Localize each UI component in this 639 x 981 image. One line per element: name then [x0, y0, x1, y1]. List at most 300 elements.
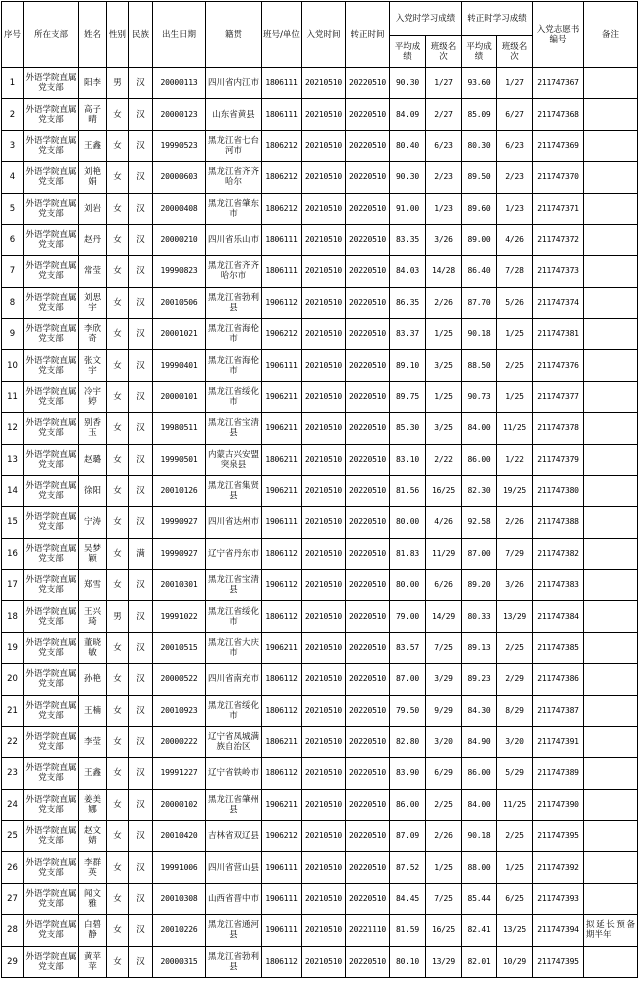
cell-class-unit: 1806112: [262, 946, 302, 977]
cell-remarks: [584, 193, 638, 224]
cell-formal-date: 20220510: [346, 852, 390, 883]
party-member-table: [1, 1, 638, 978]
cell-formal-avg-score: 84.90: [462, 726, 497, 757]
cell-branch: 外语学院直属党支部: [24, 319, 79, 350]
cell-name: 赵璐: [79, 444, 107, 475]
cell-formal-avg-score: 85.44: [462, 883, 497, 914]
cell-formal-class-rank: 4/26: [497, 224, 533, 255]
cell-formal-avg-score: 90.18: [462, 319, 497, 350]
cell-formal-date: 20220510: [346, 758, 390, 789]
cell-remarks: [584, 821, 638, 852]
cell-name: 黄苹苹: [79, 946, 107, 977]
cell-branch: 外语学院直属党支部: [24, 475, 79, 506]
table-row: [2, 695, 638, 726]
cell-branch: 外语学院直属党支部: [24, 632, 79, 663]
cell-branch: 外语学院直属党支部: [24, 507, 79, 538]
cell-join-date: 20210510: [302, 570, 346, 601]
cell-gender: 女: [107, 789, 129, 820]
cell-name: 吴梦颖: [79, 538, 107, 569]
cell-formal-avg-score: 80.33: [462, 601, 497, 632]
table-row: [2, 350, 638, 381]
cell-formal-avg-score: 89.00: [462, 224, 497, 255]
cell-branch: 外语学院直属党支部: [24, 695, 79, 726]
cell-join-avg-score: 82.80: [390, 726, 426, 757]
cell-class-unit: 1806111: [262, 68, 302, 99]
cell-join-date: 20210510: [302, 256, 346, 287]
cell-gender: 男: [107, 68, 129, 99]
table-row: [2, 946, 638, 977]
table-row: [2, 852, 638, 883]
cell-seq: 23: [2, 758, 24, 789]
cell-formal-class-rank: 2/23: [497, 162, 533, 193]
cell-ethnicity: 汉: [129, 475, 153, 506]
cell-join-date: 20210510: [302, 852, 346, 883]
cell-formal-date: 20220510: [346, 193, 390, 224]
cell-remarks: [584, 664, 638, 695]
cell-gender: 女: [107, 287, 129, 318]
cell-join-avg-score: 89.75: [390, 381, 426, 412]
cell-origin: 黑龙江省海伦市: [206, 319, 262, 350]
cell-join-avg-score: 83.90: [390, 758, 426, 789]
cell-branch: 外语学院直属党支部: [24, 789, 79, 820]
cell-origin: 黑龙江省集贤县: [206, 475, 262, 506]
cell-application-no: 211747385: [533, 632, 584, 663]
cell-name: 董晓敏: [79, 632, 107, 663]
cell-application-no: 211747369: [533, 130, 584, 161]
cell-class-unit: 1806212: [262, 162, 302, 193]
cell-origin: 黑龙江省肇州县: [206, 789, 262, 820]
cell-join-class-rank: 14/28: [426, 256, 462, 287]
cell-origin: 四川省乐山市: [206, 224, 262, 255]
cell-origin: 四川省内江市: [206, 68, 262, 99]
cell-gender: 女: [107, 632, 129, 663]
cell-join-avg-score: 80.00: [390, 507, 426, 538]
cell-birth-date: 20010506: [153, 287, 206, 318]
cell-application-no: 211747393: [533, 883, 584, 914]
cell-ethnicity: 汉: [129, 256, 153, 287]
cell-gender: 女: [107, 444, 129, 475]
cell-formal-class-rank: 6/25: [497, 883, 533, 914]
cell-seq: 5: [2, 193, 24, 224]
cell-gender: 女: [107, 507, 129, 538]
table-row: [2, 130, 638, 161]
cell-class-unit: 1906111: [262, 852, 302, 883]
cell-birth-date: 20000222: [153, 726, 206, 757]
cell-join-avg-score: 84.03: [390, 256, 426, 287]
cell-ethnicity: 汉: [129, 130, 153, 161]
cell-application-no: 211747374: [533, 287, 584, 318]
cell-remarks: [584, 287, 638, 318]
cell-application-no: 211747378: [533, 413, 584, 444]
cell-join-class-rank: 6/26: [426, 570, 462, 601]
cell-name: 徐阳: [79, 475, 107, 506]
cell-join-date: 20210510: [302, 444, 346, 475]
cell-birth-date: 20001021: [153, 319, 206, 350]
cell-application-no: 211747377: [533, 381, 584, 412]
cell-gender: 男: [107, 601, 129, 632]
cell-formal-date: 20220510: [346, 350, 390, 381]
cell-branch: 外语学院直属党支部: [24, 852, 79, 883]
cell-join-date: 20210510: [302, 726, 346, 757]
cell-remarks: [584, 758, 638, 789]
cell-join-avg-score: 85.30: [390, 413, 426, 444]
cell-branch: 外语学院直属党支部: [24, 758, 79, 789]
cell-class-unit: 1906112: [262, 570, 302, 601]
cell-ethnicity: 汉: [129, 381, 153, 412]
cell-join-date: 20210510: [302, 99, 346, 130]
cell-formal-avg-score: 86.40: [462, 256, 497, 287]
cell-class-unit: 1906211: [262, 632, 302, 663]
cell-application-no: 211747371: [533, 193, 584, 224]
cell-formal-avg-score: 88.50: [462, 350, 497, 381]
cell-join-class-rank: 2/26: [426, 821, 462, 852]
cell-class-unit: 1906211: [262, 413, 302, 444]
table-row: [2, 664, 638, 695]
cell-seq: 15: [2, 507, 24, 538]
cell-origin: 四川省达州市: [206, 507, 262, 538]
cell-formal-date: 20220510: [346, 224, 390, 255]
cell-formal-class-rank: 10/29: [497, 946, 533, 977]
cell-remarks: [584, 256, 638, 287]
cell-remarks: [584, 413, 638, 444]
cell-gender: 女: [107, 130, 129, 161]
cell-branch: 外语学院直属党支部: [24, 883, 79, 914]
cell-join-date: 20210510: [302, 224, 346, 255]
cell-formal-date: 20220510: [346, 444, 390, 475]
cell-origin: 四川省营山县: [206, 852, 262, 883]
cell-remarks: [584, 507, 638, 538]
table-row: [2, 193, 638, 224]
cell-branch: 外语学院直属党支部: [24, 538, 79, 569]
cell-remarks: [584, 570, 638, 601]
cell-formal-avg-score: 89.60: [462, 193, 497, 224]
cell-class-unit: 1806211: [262, 726, 302, 757]
cell-join-avg-score: 84.09: [390, 99, 426, 130]
cell-formal-avg-score: 84.30: [462, 695, 497, 726]
cell-application-no: 211747389: [533, 758, 584, 789]
cell-join-class-rank: 16/25: [426, 915, 462, 946]
cell-name: 王兴琦: [79, 601, 107, 632]
cell-origin: 黑龙江省绥化市: [206, 381, 262, 412]
header-remarks: 备注: [584, 2, 638, 68]
cell-seq: 2: [2, 99, 24, 130]
table-row: [2, 475, 638, 506]
cell-formal-class-rank: 6/27: [497, 99, 533, 130]
cell-gender: 女: [107, 381, 129, 412]
cell-branch: 外语学院直属党支部: [24, 162, 79, 193]
cell-birth-date: 19990823: [153, 256, 206, 287]
cell-formal-avg-score: 90.73: [462, 381, 497, 412]
cell-join-avg-score: 91.00: [390, 193, 426, 224]
cell-origin: 黑龙江省大庆市: [206, 632, 262, 663]
cell-formal-date: 20220510: [346, 162, 390, 193]
cell-application-no: 211747370: [533, 162, 584, 193]
cell-application-no: 211747384: [533, 601, 584, 632]
cell-gender: 女: [107, 695, 129, 726]
cell-birth-date: 20000113: [153, 68, 206, 99]
cell-join-avg-score: 84.45: [390, 883, 426, 914]
cell-gender: 女: [107, 99, 129, 130]
cell-join-avg-score: 86.35: [390, 287, 426, 318]
cell-application-no: 211747386: [533, 664, 584, 695]
cell-remarks: [584, 444, 638, 475]
cell-application-no: 211747376: [533, 350, 584, 381]
cell-gender: 女: [107, 162, 129, 193]
cell-birth-date: 20000315: [153, 946, 206, 977]
cell-branch: 外语学院直属党支部: [24, 413, 79, 444]
cell-application-no: 211747387: [533, 695, 584, 726]
cell-join-avg-score: 87.00: [390, 664, 426, 695]
cell-join-date: 20210510: [302, 413, 346, 444]
cell-origin: 黑龙江省宝清县: [206, 570, 262, 601]
cell-class-unit: 1906111: [262, 883, 302, 914]
cell-seq: 22: [2, 726, 24, 757]
cell-join-date: 20210510: [302, 789, 346, 820]
cell-birth-date: 20010301: [153, 570, 206, 601]
cell-remarks: [584, 68, 638, 99]
cell-join-class-rank: 3/26: [426, 224, 462, 255]
cell-gender: 女: [107, 193, 129, 224]
cell-join-class-rank: 7/25: [426, 632, 462, 663]
cell-branch: 外语学院直属党支部: [24, 570, 79, 601]
cell-class-unit: 1806212: [262, 130, 302, 161]
cell-join-date: 20210510: [302, 68, 346, 99]
cell-class-unit: 1806212: [262, 193, 302, 224]
cell-join-class-rank: 2/25: [426, 789, 462, 820]
cell-origin: 黑龙江省通河县: [206, 915, 262, 946]
cell-birth-date: 19990927: [153, 507, 206, 538]
cell-origin: 黑龙江省齐齐哈尔市: [206, 256, 262, 287]
cell-gender: 女: [107, 821, 129, 852]
cell-formal-class-rank: 7/28: [497, 256, 533, 287]
party-member-table-wrapper: [1, 1, 638, 978]
cell-formal-date: 20220510: [346, 287, 390, 318]
cell-seq: 27: [2, 883, 24, 914]
table-row: [2, 444, 638, 475]
cell-formal-date: 20220510: [346, 413, 390, 444]
cell-class-unit: 1806111: [262, 99, 302, 130]
cell-name: 冷宇婷: [79, 381, 107, 412]
cell-branch: 外语学院直属党支部: [24, 224, 79, 255]
cell-class-unit: 1806112: [262, 758, 302, 789]
cell-branch: 外语学院直属党支部: [24, 601, 79, 632]
cell-origin: 山东省黄县: [206, 99, 262, 130]
cell-remarks: [584, 381, 638, 412]
cell-join-class-rank: 14/29: [426, 601, 462, 632]
cell-remarks: [584, 130, 638, 161]
cell-ethnicity: 汉: [129, 224, 153, 255]
header-formal-avg-score: 平均成绩: [462, 36, 497, 68]
cell-join-date: 20210510: [302, 664, 346, 695]
cell-gender: 女: [107, 852, 129, 883]
cell-remarks: [584, 726, 638, 757]
cell-join-class-rank: 1/25: [426, 852, 462, 883]
table-row: [2, 319, 638, 350]
cell-branch: 外语学院直属党支部: [24, 193, 79, 224]
cell-join-date: 20210510: [302, 601, 346, 632]
cell-formal-avg-score: 87.70: [462, 287, 497, 318]
cell-remarks: [584, 162, 638, 193]
cell-ethnicity: 汉: [129, 162, 153, 193]
cell-formal-class-rank: 3/26: [497, 570, 533, 601]
table-row: [2, 99, 638, 130]
cell-ethnicity: 汉: [129, 287, 153, 318]
table-row: [2, 224, 638, 255]
cell-formal-date: 20220510: [346, 570, 390, 601]
cell-gender: 女: [107, 883, 129, 914]
cell-ethnicity: 汉: [129, 821, 153, 852]
cell-formal-date: 20220510: [346, 632, 390, 663]
cell-application-no: 211747382: [533, 538, 584, 569]
cell-formal-class-rank: 1/25: [497, 381, 533, 412]
cell-formal-date: 20220510: [346, 256, 390, 287]
cell-origin: 黑龙江省勃利县: [206, 287, 262, 318]
cell-formal-avg-score: 88.00: [462, 852, 497, 883]
cell-formal-class-rank: 3/20: [497, 726, 533, 757]
cell-join-date: 20210510: [302, 821, 346, 852]
cell-name: 刘艳娟: [79, 162, 107, 193]
cell-join-class-rank: 1/27: [426, 68, 462, 99]
cell-birth-date: 20010226: [153, 915, 206, 946]
cell-join-avg-score: 80.40: [390, 130, 426, 161]
cell-seq: 8: [2, 287, 24, 318]
cell-birth-date: 19991227: [153, 758, 206, 789]
cell-name: 刘思宇: [79, 287, 107, 318]
table-row: [2, 413, 638, 444]
cell-formal-class-rank: 1/25: [497, 319, 533, 350]
cell-ethnicity: 汉: [129, 319, 153, 350]
cell-name: 王楠: [79, 695, 107, 726]
table-row: [2, 570, 638, 601]
cell-join-date: 20210510: [302, 695, 346, 726]
table-row: [2, 68, 638, 99]
cell-seq: 3: [2, 130, 24, 161]
cell-birth-date: 19980511: [153, 413, 206, 444]
cell-name: 姜美娜: [79, 789, 107, 820]
cell-formal-class-rank: 11/25: [497, 789, 533, 820]
cell-formal-avg-score: 89.50: [462, 162, 497, 193]
cell-ethnicity: 汉: [129, 99, 153, 130]
cell-formal-class-rank: 1/23: [497, 193, 533, 224]
cell-origin: 辽宁省铁岭市: [206, 758, 262, 789]
cell-name: 李欣奇: [79, 319, 107, 350]
cell-application-no: 211747373: [533, 256, 584, 287]
cell-seq: 28: [2, 915, 24, 946]
cell-join-date: 20210510: [302, 381, 346, 412]
cell-join-class-rank: 11/29: [426, 538, 462, 569]
cell-class-unit: 1806112: [262, 695, 302, 726]
cell-class-unit: 1906211: [262, 789, 302, 820]
cell-name: 王鑫: [79, 758, 107, 789]
cell-gender: 女: [107, 915, 129, 946]
cell-formal-class-rank: 2/25: [497, 350, 533, 381]
table-row: [2, 758, 638, 789]
cell-birth-date: 19990501: [153, 444, 206, 475]
cell-name: 阳李: [79, 68, 107, 99]
cell-join-avg-score: 89.10: [390, 350, 426, 381]
cell-gender: 女: [107, 726, 129, 757]
cell-origin: 黑龙江省勃利县: [206, 946, 262, 977]
cell-class-unit: 1906111: [262, 507, 302, 538]
cell-origin: 黑龙江省海伦市: [206, 350, 262, 381]
cell-seq: 11: [2, 381, 24, 412]
table-row: [2, 821, 638, 852]
header-origin: 籍贯: [206, 2, 262, 68]
cell-birth-date: 20010126: [153, 475, 206, 506]
cell-formal-class-rank: 1/22: [497, 444, 533, 475]
table-row: [2, 789, 638, 820]
cell-name: 赵文婧: [79, 821, 107, 852]
cell-formal-avg-score: 89.20: [462, 570, 497, 601]
cell-birth-date: 20010420: [153, 821, 206, 852]
cell-class-unit: 1906212: [262, 821, 302, 852]
cell-join-class-rank: 6/23: [426, 130, 462, 161]
cell-formal-avg-score: 84.00: [462, 413, 497, 444]
cell-join-class-rank: 3/20: [426, 726, 462, 757]
cell-formal-avg-score: 87.00: [462, 538, 497, 569]
cell-formal-avg-score: 92.58: [462, 507, 497, 538]
cell-join-class-rank: 2/26: [426, 287, 462, 318]
cell-formal-avg-score: 82.01: [462, 946, 497, 977]
table-row: [2, 726, 638, 757]
cell-origin: 吉林省双辽县: [206, 821, 262, 852]
cell-join-class-rank: 9/29: [426, 695, 462, 726]
cell-application-no: 211747392: [533, 852, 584, 883]
cell-application-no: 211747379: [533, 444, 584, 475]
cell-gender: 女: [107, 538, 129, 569]
cell-join-class-rank: 1/25: [426, 319, 462, 350]
cell-seq: 1: [2, 68, 24, 99]
cell-join-class-rank: 4/26: [426, 507, 462, 538]
cell-branch: 外语学院直属党支部: [24, 726, 79, 757]
cell-remarks: [584, 350, 638, 381]
header-class-unit: 班号/单位: [262, 2, 302, 68]
table-body: [2, 68, 638, 978]
cell-seq: 9: [2, 319, 24, 350]
header-join-date: 入党时间: [302, 2, 346, 68]
cell-join-date: 20210510: [302, 162, 346, 193]
table-row: [2, 162, 638, 193]
cell-join-avg-score: 87.52: [390, 852, 426, 883]
cell-join-date: 20210510: [302, 130, 346, 161]
cell-birth-date: 19990523: [153, 130, 206, 161]
cell-name: 孙艳: [79, 664, 107, 695]
cell-birth-date: 20000210: [153, 224, 206, 255]
cell-name: 郑雪: [79, 570, 107, 601]
cell-name: 李莹: [79, 726, 107, 757]
cell-ethnicity: 汉: [129, 726, 153, 757]
cell-origin: 四川省南充市: [206, 664, 262, 695]
cell-formal-class-rank: 19/25: [497, 475, 533, 506]
cell-ethnicity: 汉: [129, 915, 153, 946]
cell-branch: 外语学院直属党支部: [24, 821, 79, 852]
cell-formal-date: 20220510: [346, 726, 390, 757]
cell-formal-class-rank: 7/29: [497, 538, 533, 569]
cell-ethnicity: 满: [129, 538, 153, 569]
cell-join-avg-score: 83.57: [390, 632, 426, 663]
cell-join-date: 20210510: [302, 883, 346, 914]
cell-remarks: [584, 789, 638, 820]
cell-formal-class-rank: 1/25: [497, 852, 533, 883]
cell-join-avg-score: 79.00: [390, 601, 426, 632]
cell-join-date: 20210510: [302, 758, 346, 789]
cell-join-avg-score: 81.56: [390, 475, 426, 506]
cell-ethnicity: 汉: [129, 350, 153, 381]
cell-join-date: 20210510: [302, 319, 346, 350]
cell-join-class-rank: 2/27: [426, 99, 462, 130]
cell-class-unit: 1906112: [262, 287, 302, 318]
cell-join-date: 20210510: [302, 915, 346, 946]
